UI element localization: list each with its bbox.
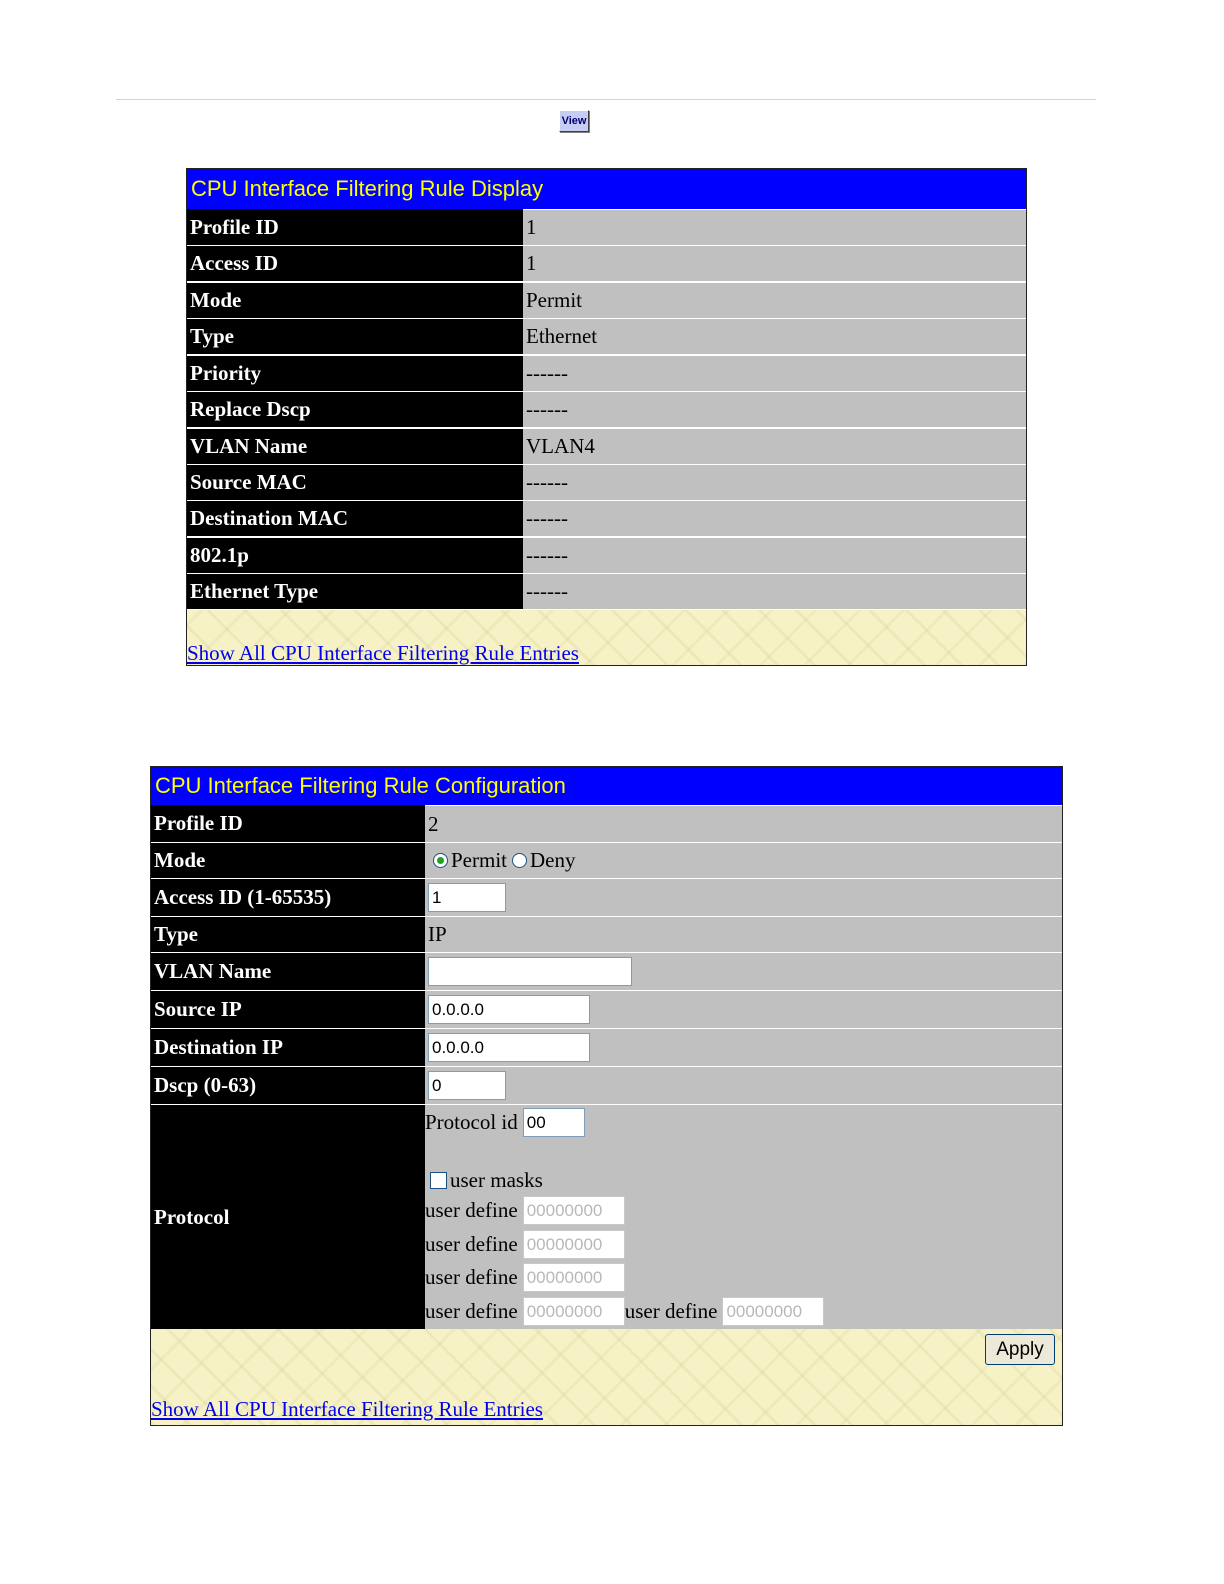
display-panel-title: CPU Interface Filtering Rule Display xyxy=(187,169,1026,209)
row-label: Profile ID xyxy=(151,805,425,842)
row-label: Priority xyxy=(187,355,523,391)
config-row-mode xyxy=(151,842,1062,878)
row-label: Mode xyxy=(151,842,425,878)
display-row-vlan-name xyxy=(187,428,1026,464)
display-row-profile-id xyxy=(187,209,1026,245)
filtering-rule-display-panel xyxy=(186,168,1027,666)
user-define-input-4[interactable] xyxy=(523,1297,625,1326)
row-label: Type xyxy=(151,916,425,952)
config-panel-title: CPU Interface Filtering Rule Configuration xyxy=(151,767,1062,805)
apply-button[interactable]: Apply xyxy=(985,1334,1055,1365)
destination-ip-cell xyxy=(425,1028,1062,1066)
user-define-line-1 xyxy=(425,1196,625,1225)
dscp-input[interactable] xyxy=(428,1071,506,1100)
config-row-source-ip xyxy=(151,990,1062,1028)
row-value: ------ xyxy=(523,573,1026,609)
user-define-input-2[interactable] xyxy=(523,1230,625,1259)
user-define-label: user define xyxy=(425,1299,518,1323)
config-row-type xyxy=(151,916,1062,952)
row-label: 802.1p xyxy=(187,537,523,573)
display-row-source-mac xyxy=(187,464,1026,500)
display-row-replace-dscp xyxy=(187,391,1026,427)
protocol-cell xyxy=(425,1104,1062,1329)
protocol-id-label: Protocol id xyxy=(425,1110,518,1134)
config-row-vlan-name xyxy=(151,952,1062,990)
row-label: Protocol xyxy=(151,1104,425,1329)
row-value: ------ xyxy=(523,464,1026,500)
mode-permit-label: Permit xyxy=(451,848,507,872)
access-id-cell xyxy=(425,878,1062,916)
top-divider xyxy=(116,99,1096,100)
source-ip-cell xyxy=(425,990,1062,1028)
user-define-input-5[interactable] xyxy=(722,1297,824,1326)
user-define-line-2 xyxy=(425,1230,625,1259)
access-id-input[interactable] xyxy=(428,883,506,912)
row-label: Profile ID xyxy=(187,209,523,245)
display-row-ethernet-type xyxy=(187,573,1026,609)
vlan-name-cell xyxy=(425,952,1062,990)
display-row-8021p xyxy=(187,537,1026,573)
mode-deny-label: Deny xyxy=(530,848,576,872)
source-ip-input[interactable] xyxy=(428,995,590,1024)
row-value: 1 xyxy=(523,245,1026,281)
row-value: Ethernet xyxy=(523,318,1026,354)
row-label: Access ID (1-65535) xyxy=(151,878,425,916)
row-value: ------ xyxy=(523,355,1026,391)
vlan-name-input[interactable] xyxy=(428,957,632,986)
user-masks-label: user masks xyxy=(450,1168,543,1192)
user-masks-line xyxy=(425,1168,543,1193)
row-label: Source IP xyxy=(151,990,425,1028)
user-define-label: user define xyxy=(425,1198,518,1222)
config-row-dscp xyxy=(151,1066,1062,1104)
row-label: Dscp (0-63) xyxy=(151,1066,425,1104)
row-value: ------ xyxy=(523,500,1026,536)
row-label: Destination IP xyxy=(151,1028,425,1066)
mode-radio-group xyxy=(425,842,1062,878)
protocol-id-line xyxy=(425,1108,585,1137)
user-define-line-4 xyxy=(425,1297,824,1326)
row-value: ------ xyxy=(523,537,1026,573)
mode-permit-radio[interactable] xyxy=(433,853,448,868)
row-label: Type xyxy=(187,318,523,354)
protocol-id-input[interactable] xyxy=(523,1108,585,1137)
row-label: Ethernet Type xyxy=(187,573,523,609)
config-row-protocol xyxy=(151,1104,1062,1329)
row-value: VLAN4 xyxy=(523,428,1026,464)
row-label: Source MAC xyxy=(187,464,523,500)
row-label: Access ID xyxy=(187,245,523,281)
display-row-type xyxy=(187,318,1026,354)
config-row-access-id xyxy=(151,878,1062,916)
display-row-access-id xyxy=(187,245,1026,281)
show-all-entries-link[interactable]: Show All CPU Interface Filtering Rule Entries xyxy=(151,1397,543,1421)
row-label: VLAN Name xyxy=(187,428,523,464)
row-value: ------ xyxy=(523,391,1026,427)
config-row-destination-ip xyxy=(151,1028,1062,1066)
display-row-priority xyxy=(187,355,1026,391)
row-label: Replace Dscp xyxy=(187,391,523,427)
profile-id-value: 2 xyxy=(425,805,1062,842)
display-panel-footer xyxy=(187,610,1026,665)
display-row-destination-mac xyxy=(187,500,1026,536)
row-label: Mode xyxy=(187,282,523,318)
display-row-mode xyxy=(187,282,1026,318)
view-button[interactable]: View xyxy=(559,110,589,132)
row-label: VLAN Name xyxy=(151,952,425,990)
user-define-input-3[interactable] xyxy=(523,1263,625,1292)
user-define-line-3 xyxy=(425,1263,625,1292)
user-define-label: user define xyxy=(425,1232,518,1256)
show-all-entries-link[interactable]: Show All CPU Interface Filtering Rule Entries xyxy=(187,641,579,665)
user-define-label: user define xyxy=(624,1299,718,1323)
row-label: Destination MAC xyxy=(187,500,523,536)
mode-deny-radio[interactable] xyxy=(512,853,527,868)
user-define-input-1[interactable] xyxy=(523,1196,625,1225)
dscp-cell xyxy=(425,1066,1062,1104)
destination-ip-input[interactable] xyxy=(428,1033,590,1062)
row-value: Permit xyxy=(523,282,1026,318)
filtering-rule-config-panel xyxy=(150,766,1063,1426)
user-define-label: user define xyxy=(425,1265,518,1289)
config-panel-footer xyxy=(151,1329,1062,1425)
type-value: IP xyxy=(425,916,1062,952)
config-row-profile-id xyxy=(151,805,1062,842)
user-masks-checkbox[interactable] xyxy=(430,1172,447,1189)
row-value: 1 xyxy=(523,209,1026,245)
